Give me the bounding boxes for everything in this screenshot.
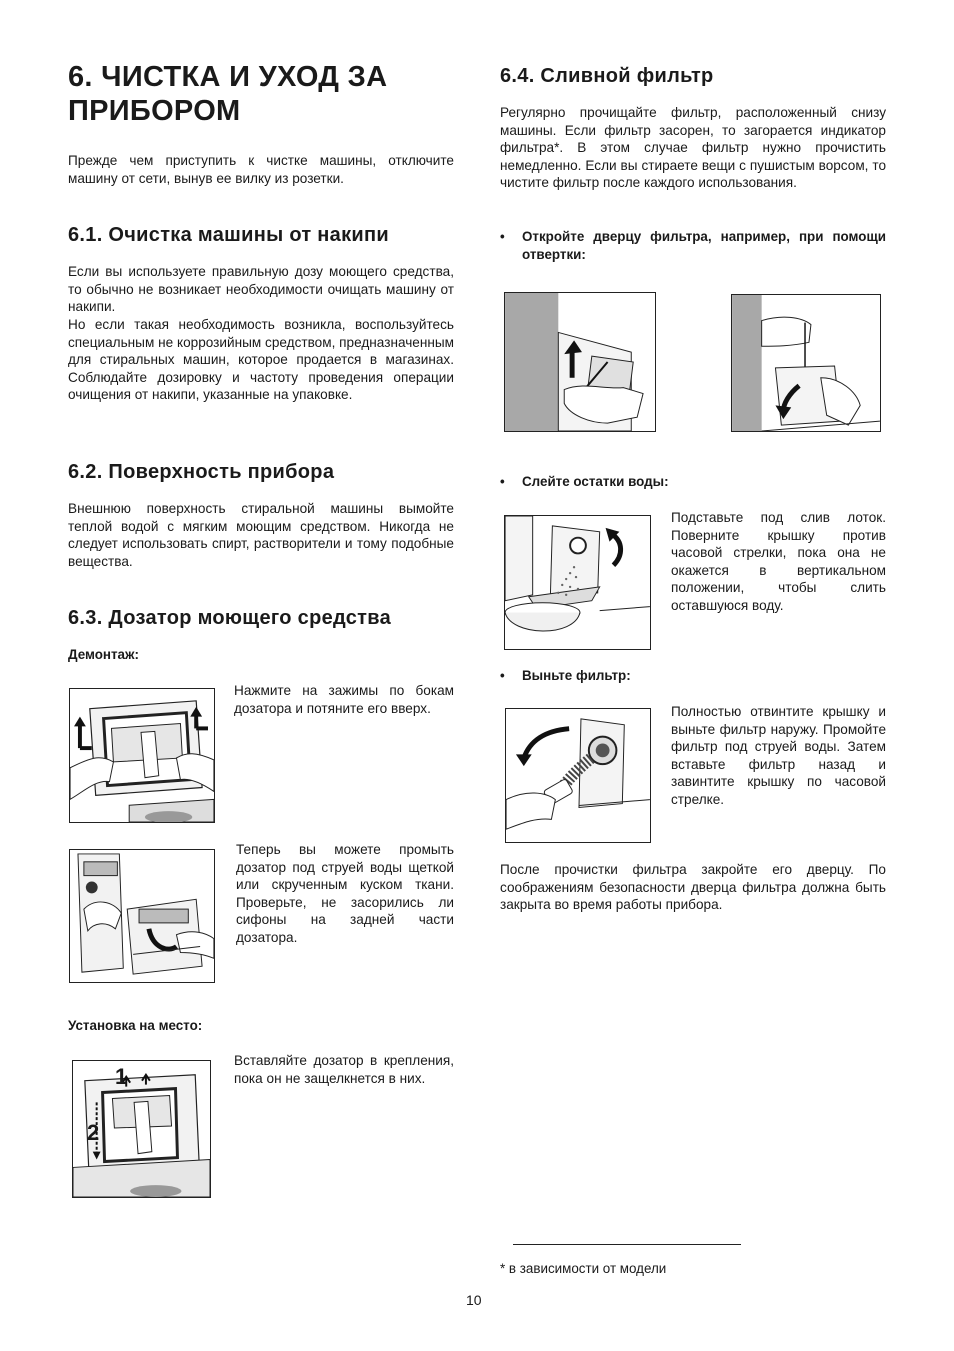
bullet-open-filter-door-text: Откройте дверцу фильтра, например, при помощи отвертки: <box>522 229 886 262</box>
after-cleaning-text: После прочистки фильтра закройте его дверцу. По соображениям безопасности дверца фильтра должна быть закрыта во время работы прибора. <box>500 862 886 912</box>
bullet-remove-filter-text: Выньте фильтр: <box>522 668 631 683</box>
section-6-4-paragraph: Регулярно прочищайте фильтр, расположенный снизу машины. Если фильтр засорен, то загорается индикатор фильтра*. В этом случае фильтр нужно прочистить немедленно. Если вы стираете вещи с пушистым ворсом, то чистите фильтр после каждого использования. <box>500 105 886 190</box>
bullet-dot: • <box>500 229 505 244</box>
section-6-2-paragraph: Внешнюю поверхность стиральной машины вымойте теплой водой с мягким моющим средством. Никогда не следует использовать спирт, растворители и тому подобные вещества. <box>68 501 454 569</box>
washing-text: Теперь вы можете промыть дозатор под струей воды щеткой или скрученным куском ткани. Проверьте, не засорились ли сифоны на задней части дозатора. <box>236 842 454 945</box>
section-6-1-paragraph-2: Но если такая необходимость возникла, воспользуйтесь специальным не коррозийным средством, предназначенным для стиральных машин, которое продается в магазинах. Соблюдайте дозировку и частоту проведения операции очищения от накипи, указанные на упаковке. <box>68 317 454 402</box>
dispenser-washing-illustration <box>69 849 215 983</box>
bullet-drain-water <box>500 473 886 491</box>
remove-filter-text: Полностью отвинтите крышку и выньте фильтр наружу. Промойте фильтр под струей воды. Затем вставьте фильтр назад и завинтите крышку по часовой стрелке. <box>671 704 886 807</box>
drain-water-illustration <box>504 515 651 650</box>
bullet-dot: • <box>500 474 505 489</box>
removal-text: Нажмите на зажимы по бокам дозатора и потяните его вверх. <box>234 683 454 716</box>
footnote-divider <box>513 1244 741 1245</box>
refit-step-2-label: 2 <box>87 1120 100 1145</box>
refit-label: Установка на место: <box>68 1018 203 1033</box>
remove-filter-illustration <box>505 708 651 843</box>
refit-text: Вставляйте дозатор в крепления, пока он не защелкнется в них. <box>234 1053 454 1086</box>
drain-water-text: Подставьте под слив лоток. Поверните крышку против часовой стрелки, пока она не окажется в вертикальном положении, чтобы слить оставшуюся воду. <box>671 510 886 613</box>
bullet-open-filter-door <box>500 228 886 263</box>
removal-label: Демонтаж: <box>68 647 139 662</box>
page-number: 10 <box>466 1292 482 1308</box>
bullet-remove-filter <box>500 667 886 685</box>
bullet-dot: • <box>500 668 505 683</box>
section-6-3-heading: 6.3. Дозатор моющего средства <box>68 607 392 629</box>
dispenser-removal-illustration <box>69 688 215 823</box>
section-6-2-heading: 6.2. Поверхность прибора <box>68 461 335 483</box>
section-6-4-heading: 6.4. Сливной фильтр <box>500 65 714 87</box>
section-6-1-paragraph-1: Если вы используете правильную дозу моющего средства, то обычно не возникает необходимости очищать машину от накипи. <box>68 264 454 314</box>
filter-door-opening-illustration-1 <box>504 292 656 432</box>
intro-text: Прежде чем приступить к чистке машины, отключите машину от сети, вынув ее вилку из розетки. <box>68 153 454 186</box>
page-title: 6. ЧИСТКА И УХОД ЗА ПРИБОРОМ <box>68 61 388 127</box>
section-6-1-heading: 6.1. Очистка машины от накипи <box>68 224 389 246</box>
bullet-drain-water-text: Слейте остатки воды: <box>522 474 669 489</box>
filter-door-opening-illustration-2 <box>731 294 881 432</box>
refit-step-1-label: 1 <box>115 1064 128 1089</box>
footnote: * в зависимости от модели <box>500 1261 667 1276</box>
